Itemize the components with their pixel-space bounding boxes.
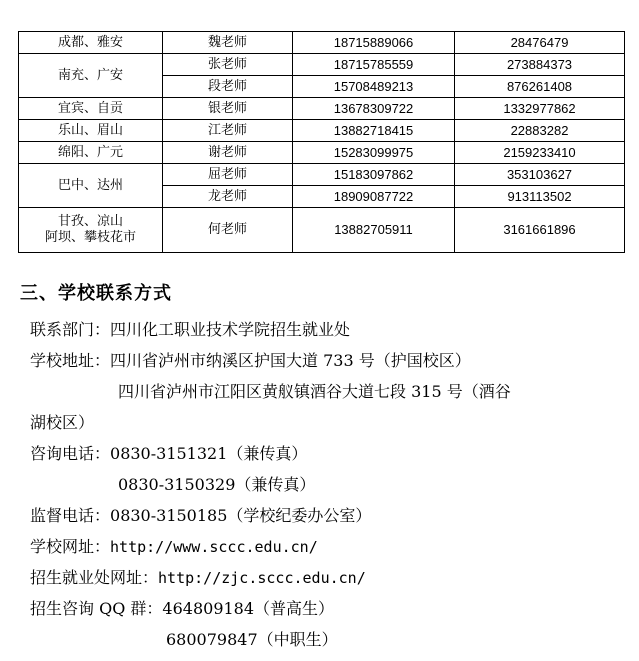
phone-cell: 18715785559 bbox=[293, 54, 455, 76]
region-cell: 南充、广安 bbox=[19, 54, 163, 98]
teacher-cell: 魏老师 bbox=[163, 32, 293, 54]
qq-cell: 2159233410 bbox=[455, 142, 625, 164]
qq-cell: 3161661896 bbox=[455, 208, 625, 253]
teacher-cell: 张老师 bbox=[163, 54, 293, 76]
phone-cell: 15283099975 bbox=[293, 142, 455, 164]
teacher-cell: 屈老师 bbox=[163, 164, 293, 186]
region-line-2: 阿坝、攀枝花市 bbox=[44, 230, 136, 245]
qq-cell: 22883282 bbox=[455, 120, 625, 142]
phone-cell: 13882718415 bbox=[293, 120, 455, 142]
zjc-website-link[interactable]: http://zjc.sccc.edu.cn/ bbox=[158, 569, 366, 587]
qq-cell: 913113502 bbox=[455, 186, 625, 208]
zjc-website-label: 招生就业处网址： bbox=[30, 568, 159, 587]
supervise-value: 0830-3150185（学校纪委办公室） bbox=[110, 506, 372, 525]
qq-group-value-2: 680079847（中职生） bbox=[166, 630, 338, 649]
address-line-2 bbox=[118, 382, 511, 402]
teacher-cell: 段老师 bbox=[163, 76, 293, 98]
region-cell: 巴中、达州 bbox=[19, 164, 163, 208]
qq-group-line-2 bbox=[166, 630, 338, 650]
teacher-cell: 谢老师 bbox=[163, 142, 293, 164]
phone-line-1 bbox=[30, 444, 307, 464]
phone-cell: 18909087722 bbox=[293, 186, 455, 208]
phone-cell: 13678309722 bbox=[293, 98, 455, 120]
qq-group-value-1: 464809184（普高生） bbox=[162, 599, 335, 618]
region-cell: 乐山、眉山 bbox=[19, 120, 163, 142]
table-row bbox=[19, 208, 625, 253]
website-link[interactable]: http://www.sccc.edu.cn/ bbox=[110, 538, 318, 556]
address-value-2: 四川省泸州市江阳区黄舣镇酒谷大道七段 315 号（酒谷 bbox=[118, 382, 511, 401]
section-title: 三、学校联系方式 bbox=[20, 283, 172, 304]
region-cell bbox=[19, 208, 163, 253]
phone-cell: 13882705911 bbox=[293, 208, 455, 253]
website-line bbox=[30, 537, 318, 557]
address-line-1 bbox=[30, 351, 471, 371]
dept-value: 四川化工职业技术学院招生就业处 bbox=[110, 320, 351, 339]
table-row bbox=[19, 142, 625, 164]
qq-cell: 273884373 bbox=[455, 54, 625, 76]
phone-value-1: 0830-3151321（兼传真） bbox=[110, 444, 308, 463]
website-label: 学校网址： bbox=[30, 537, 111, 556]
supervise-label: 监督电话： bbox=[30, 506, 111, 525]
teacher-cell: 何老师 bbox=[163, 208, 293, 253]
qq-cell: 876261408 bbox=[455, 76, 625, 98]
contacts-table bbox=[18, 31, 625, 253]
region-cell: 宜宾、自贡 bbox=[19, 98, 163, 120]
teacher-cell: 银老师 bbox=[163, 98, 293, 120]
supervise-line bbox=[30, 506, 371, 526]
table-row bbox=[19, 54, 625, 76]
qq-group-label: 招生咨询 QQ 群： bbox=[30, 599, 163, 618]
dept-label: 联系部门： bbox=[30, 320, 111, 339]
phone-cell: 18715889066 bbox=[293, 32, 455, 54]
qq-group-line-1 bbox=[30, 599, 334, 619]
region-line-1: 甘孜、凉山 bbox=[57, 214, 123, 229]
qq-cell: 1332977862 bbox=[455, 98, 625, 120]
address-value-1: 四川省泸州市纳溪区护国大道 733 号（护国校区） bbox=[110, 351, 471, 370]
qq-cell: 28476479 bbox=[455, 32, 625, 54]
address-line-3 bbox=[30, 413, 94, 433]
address-value-3: 湖校区） bbox=[30, 413, 95, 432]
table-row bbox=[19, 98, 625, 120]
phone-line-2 bbox=[118, 475, 315, 495]
qq-cell: 353103627 bbox=[455, 164, 625, 186]
address-label: 学校地址： bbox=[30, 351, 111, 370]
region-cell: 绵阳、广元 bbox=[19, 142, 163, 164]
teacher-cell: 江老师 bbox=[163, 120, 293, 142]
phone-cell: 15183097862 bbox=[293, 164, 455, 186]
table-row bbox=[19, 164, 625, 186]
dept-line bbox=[30, 320, 350, 340]
teacher-cell: 龙老师 bbox=[163, 186, 293, 208]
phone-value-2: 0830-3150329（兼传真） bbox=[118, 475, 316, 494]
table-row bbox=[19, 32, 625, 54]
region-cell: 成都、雅安 bbox=[19, 32, 163, 54]
phone-label: 咨询电话： bbox=[30, 444, 111, 463]
zjc-website-line bbox=[30, 568, 366, 588]
phone-cell: 15708489213 bbox=[293, 76, 455, 98]
table-row bbox=[19, 120, 625, 142]
